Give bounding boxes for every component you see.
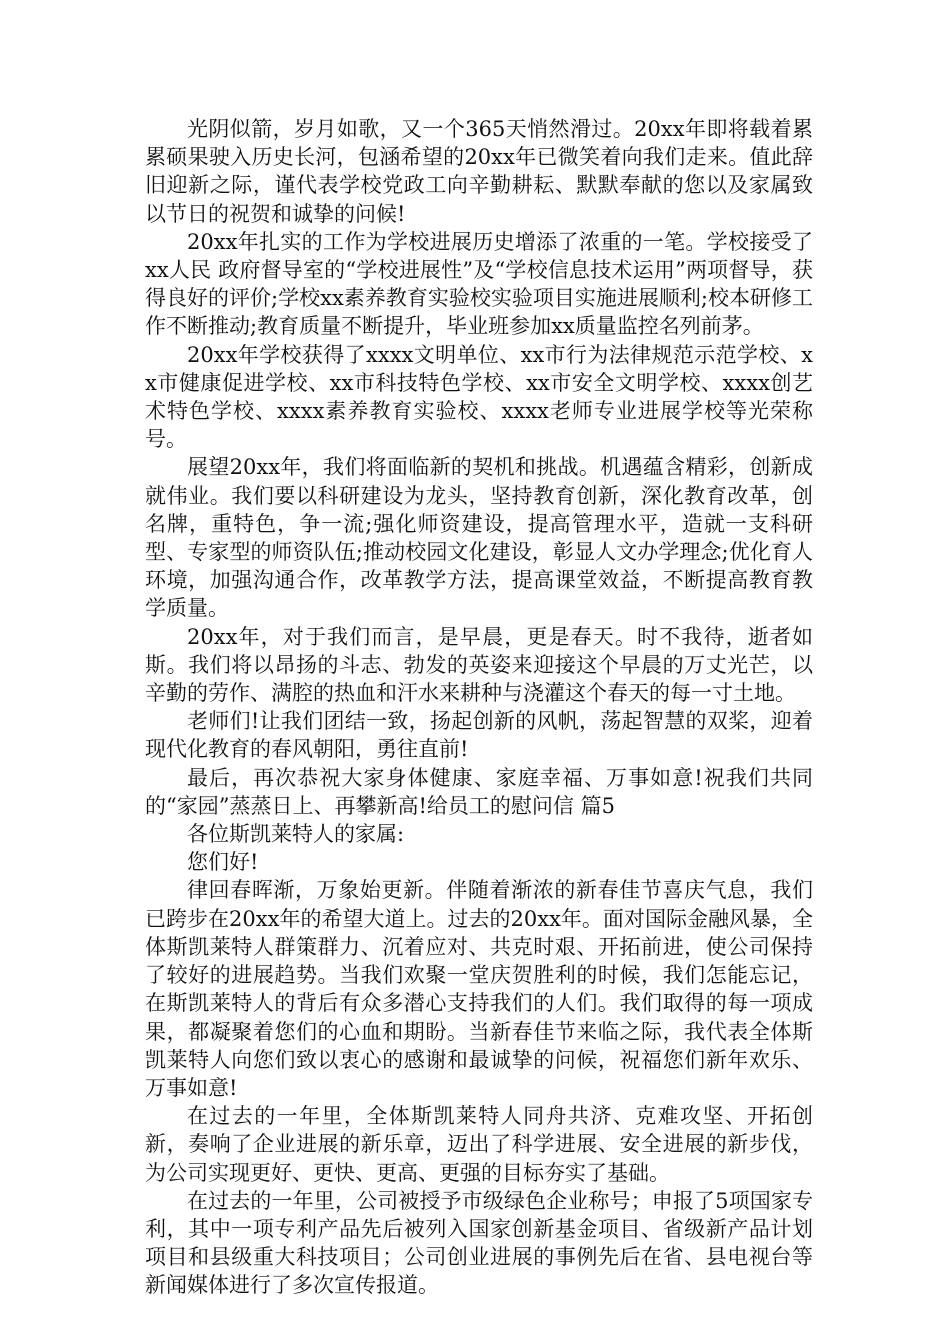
paragraph-past-year: 在过去的一年里，全体斯凯莱特人同舟共济、克难攻坚、开拓创新，奏响了企业进展的新乐章，迈出了科学进展、安全进展的新步伐，为公司实现更好、更快、更高、更强的目标夯实了基础。 [145, 1104, 813, 1185]
letter-greeting: 您们好! [187, 850, 259, 875]
paragraph-closing-wishes: 最后，再次恭祝大家身体健康、家庭幸福、万事如意!祝我们共同的“家园”蒸蒸日上、再攀新高!给员工的慰问信 篇5 [145, 765, 813, 818]
paragraph-spring: 20xx年，对于我们而言，是早晨，更是春天。时不我待，逝者如斯。我们将以昂扬的斗志、勃发的英姿来迎接这个早晨的万丈光芒，以辛勤的劳作、满腔的热血和汗水来耕种与浇灌这个春天的每一寸土地。 [145, 624, 813, 706]
paragraph-letter-thanks: 律回春晖渐，万象始更新。伴随着渐浓的新春佳节喜庆气息，我们已跨步在20xx年的希望大道上。过去的20xx年。面对国际金融风暴，全体斯凯莱特人群策群力、沉着应对、共克时艰、开拓前进，使公司保持了较好的进展趋势。当我们欢聚一堂庆贺胜利的时候，我们怎能忘记，在斯凯莱特人的背后有众多潜心支持我们的人们。我们取得的每一项成果，都凝聚着您们的心血和期盼。当新春佳节来临之际，我代表全体斯凯莱特人向您们致以衷心的感谢和最诚挚的问候，祝福您们新年欢乐、万事如意! [145, 878, 813, 1100]
document-body [145, 115, 813, 1300]
paragraph-honors: 20xx年学校获得了xxxx文明单位、xx市行为法律规范示范学校、xx市健康促进学校、xx市科技特色学校、xx市安全文明学校、xxxx创艺术特色学校、xxxx素养教育实验校、xxxx老师专业进展学校等光荣称号。 [145, 342, 813, 452]
paragraph-new-year-greeting: 光阴似箭，岁月如歌，又一个365天悄然滑过。20xx年即将载着累累硕果驶入历史长河，包涵希望的20xx年已微笑着向我们走来。值此辞旧迎新之际，谨代表学校党政工向辛勤耕耘、默默奉献的您以及家属致以节日的祝贺和诚挚的问候! [145, 117, 813, 226]
letter-salutation: 各位斯凯莱特人的家属: [187, 822, 405, 847]
paragraph-call-to-teachers: 老师们!让我们团结一致，扬起创新的风帆，荡起智慧的双桨，迎着现代化教育的春风朝阳，勇往直前! [145, 709, 813, 762]
paragraph-work-achievements: 20xx年扎实的工作为学校进展历史增添了浓重的一笔。学校接受了xx人民 政府督导室的“学校进展性”及“学校信息技术运用”两项督导，获得良好的评价;学校xx素养教育实验校实验项目实施进展顺利;校本研修工作不断推动;教育质量不断提升，毕业班参加xx质量监控名列前茅。 [145, 229, 813, 339]
paragraph-company-honors: 在过去的一年里，公司被授予市级绿色企业称号；申报了5项国家专利，其中一项专利产品先后被列入国家创新基金项目、省级新产品计划项目和县级重大科技项目；公司创业进展的事例先后在省、县电视台等新闻媒体进行了多次宣传报道。 [145, 1188, 813, 1298]
paragraph-outlook: 展望20xx年，我们将面临新的契机和挑战。机遇蕴含精彩，创新成就伟业。我们要以科研建设为龙头，坚持教育创新，深化教育改革，创名牌，重特色，争一流;强化师资建设，提高管理水平，造就一支科研型、专家型的师资队伍;推动校园文化建设，彰显人文办学理念;优化育人环境，加强沟通合作，改革教学方法，提高课堂效益，不断提高教育教学质量。 [145, 455, 813, 621]
